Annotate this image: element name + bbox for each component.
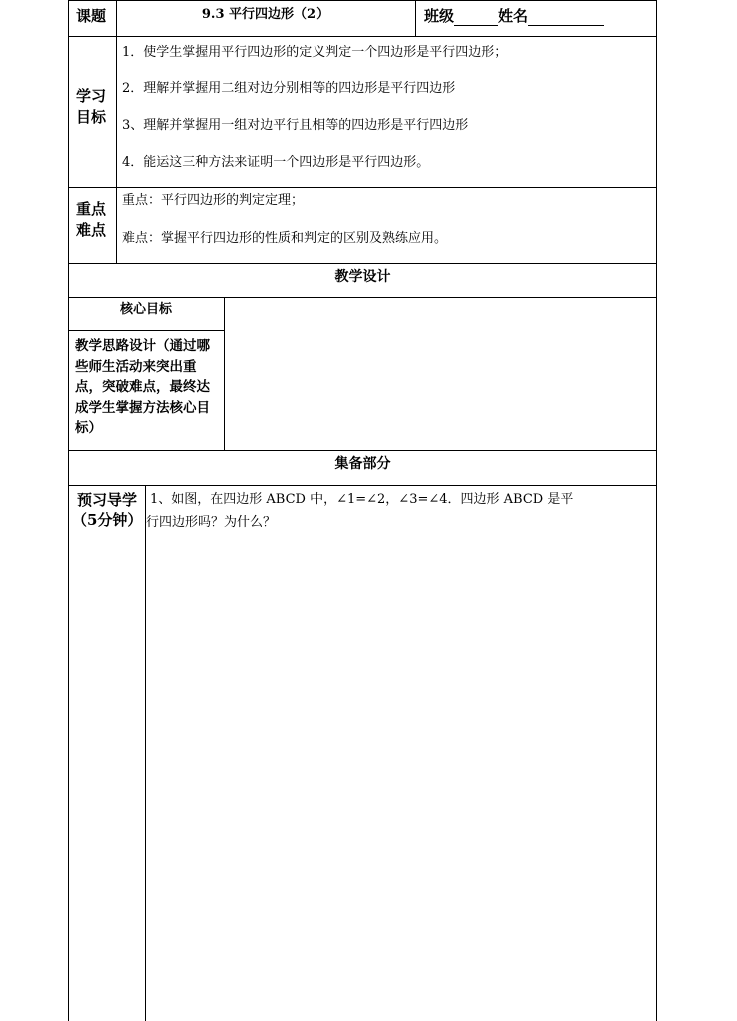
table-border-left	[68, 0, 69, 1021]
design-section-title: 教学设计	[334, 269, 391, 285]
objective-item-3: 3、理解并掌握用一组对边平行且相等的四边形是平行四边形	[122, 118, 469, 133]
table-rule	[116, 36, 117, 263]
table-rule	[68, 36, 657, 37]
name-blank[interactable]	[528, 12, 604, 26]
class-name-field	[424, 6, 604, 26]
table-rule	[68, 187, 657, 188]
table-border-right	[656, 0, 657, 1021]
objectives-label-line1: 学习	[76, 87, 107, 105]
table-rule	[68, 485, 657, 486]
thinking-design-label: 教学思路设计（通过哪些师生活动来突出重点，突破难点，最终达成学生掌握方法核心目标）	[75, 338, 210, 436]
question-1-line2: 行四边形吗？为什么？	[146, 515, 277, 530]
table-rule	[68, 330, 224, 331]
table-rule	[68, 263, 657, 264]
table-rule	[415, 0, 416, 36]
difficulty-text: 难点：掌握平行四边形的性质和判定的区别及熟练应用。	[122, 231, 448, 246]
core-goal-content-cell[interactable]	[225, 298, 656, 450]
objectives-label-line2: 目标	[76, 108, 107, 126]
core-goal-label: 核心目标	[119, 302, 172, 317]
key-point-text: 重点：平行四边形的判定定理；	[122, 193, 305, 208]
topic-label: 课题	[76, 7, 107, 25]
keypoints-label-line1: 重点	[76, 200, 107, 218]
topic-title: 9.3 平行四边形（2）	[201, 7, 330, 22]
objective-item-2: 2．理解并掌握用二组对边分别相等的四边形是平行四边形	[122, 81, 456, 96]
objective-item-1: 1．使学生掌握用平行四边形的定义判定一个四边形是平行四边形；	[122, 45, 508, 60]
name-label: 姓名	[498, 7, 529, 25]
keypoints-label-line2: 难点	[76, 221, 107, 239]
class-blank[interactable]	[454, 12, 498, 26]
table-rule	[68, 0, 657, 1]
preview-label: 预习导学（5分钟）	[72, 491, 143, 529]
objective-item-4: 4．能运这三种方法来证明一个四边形是平行四边形。	[122, 155, 430, 170]
collective-section-title: 集备部分	[334, 456, 391, 472]
question-1-line1: 1、如图，在四边形 ABCD 中，∠1=∠2，∠3=∠4．四边形 ABCD 是平	[150, 492, 574, 507]
class-label: 班级	[424, 7, 455, 25]
table-rule	[68, 450, 657, 451]
preview-answer-area[interactable]	[146, 540, 656, 1020]
